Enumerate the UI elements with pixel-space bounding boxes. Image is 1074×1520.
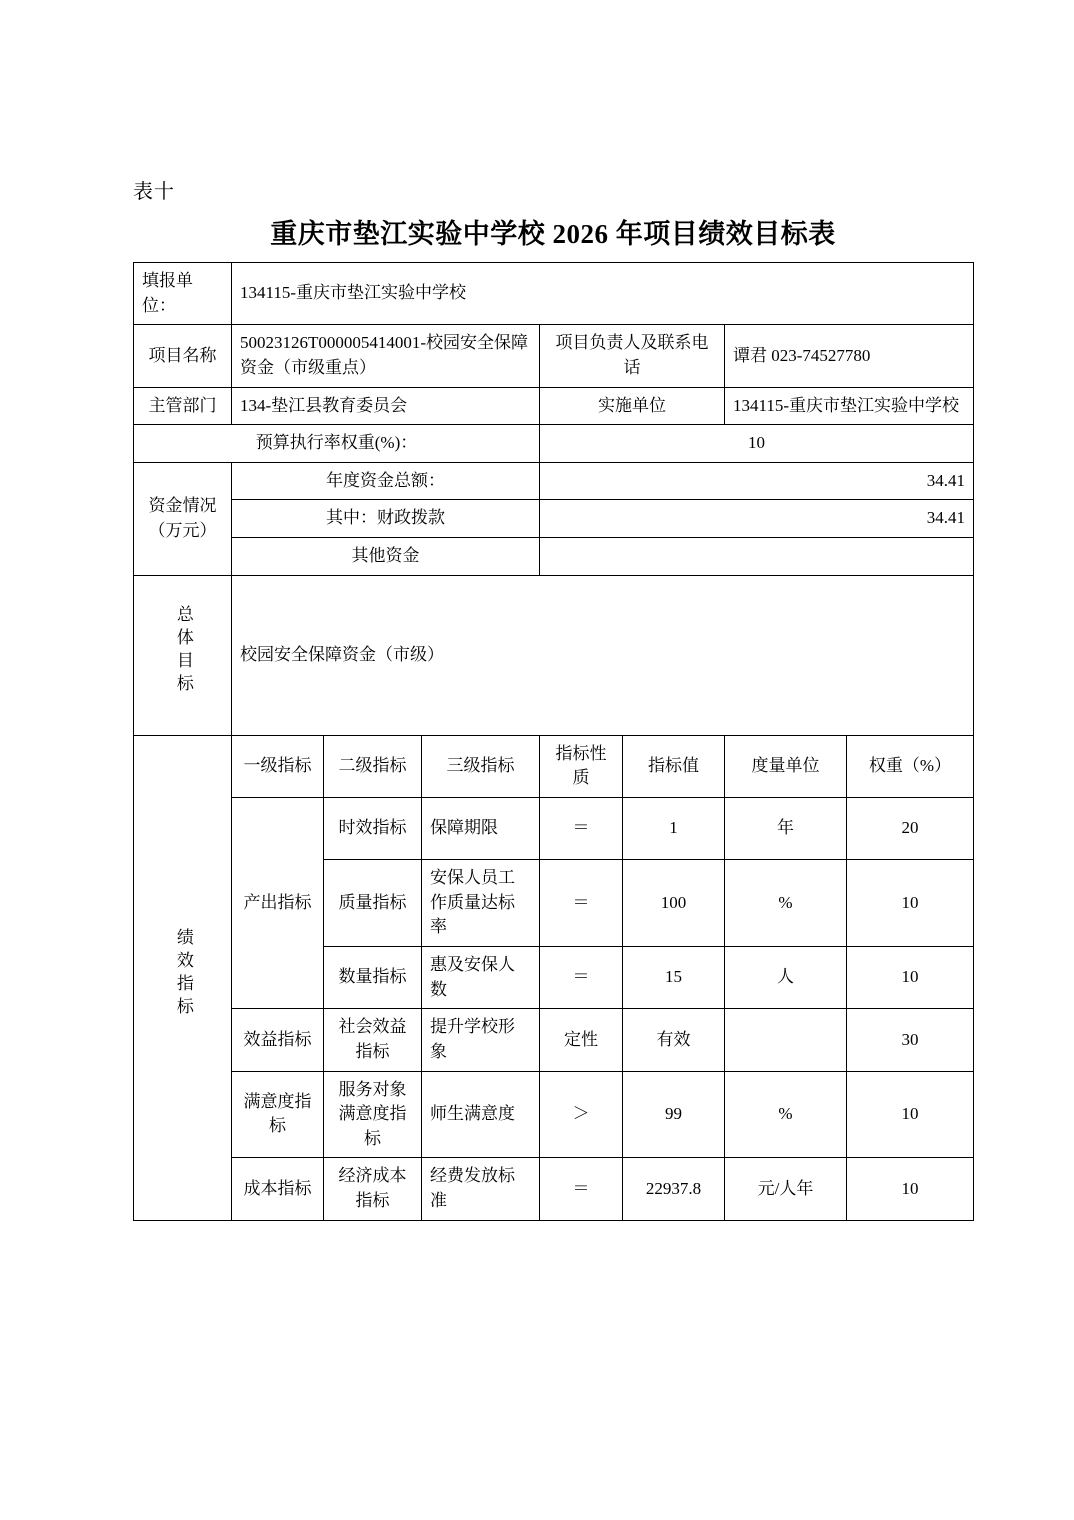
- table-row-funds-fiscal: [134, 500, 974, 538]
- indicator-level3-0: 保障期限: [422, 798, 540, 860]
- table-row-funds-other: [134, 538, 974, 576]
- funds-row-value-0: 34.41: [540, 462, 974, 500]
- overall-goal-label-text: 总体目标: [173, 605, 193, 698]
- page-title: 重庆市垫江实验中学校 2026 年项目绩效目标表: [270, 219, 836, 249]
- indicator-value-0: 1: [623, 798, 725, 860]
- indicator-nature-5: ＝: [540, 1158, 623, 1220]
- indicator-unit-4: %: [725, 1071, 847, 1158]
- indicator-level2-5: 经济成本指标: [324, 1158, 422, 1220]
- indicator-unit-5: 元/人年: [725, 1158, 847, 1220]
- column-header-nature: 指标性质: [540, 735, 623, 797]
- indicator-level3-1: 安保人员工作质量达标率: [422, 860, 540, 947]
- exec-rate-label: 预算执行率权重(%)：: [134, 425, 540, 463]
- column-header-level1: 一级指标: [232, 735, 324, 797]
- indicator-nature-4: ＞: [540, 1071, 623, 1158]
- project-owner-value: 谭君 023-74527780: [725, 325, 974, 387]
- performance-indicator-label: [134, 735, 232, 1220]
- indicator-level1-4: 满意度指标: [232, 1071, 324, 1158]
- overall-goal-value: 校园安全保障资金（市级）: [232, 575, 974, 735]
- column-header-value: 指标值: [623, 735, 725, 797]
- indicator-unit-2: 人: [725, 946, 847, 1008]
- table-row-overall-goal: [134, 575, 974, 735]
- indicator-weight-3: 30: [847, 1009, 974, 1071]
- indicator-nature-2: ＝: [540, 946, 623, 1008]
- implementation-unit-label: 实施单位: [540, 387, 725, 425]
- form-number-label: 表十: [133, 181, 175, 203]
- table-row: [134, 1071, 974, 1158]
- indicator-level3-2: 惠及安保人数: [422, 946, 540, 1008]
- indicator-weight-4: 10: [847, 1071, 974, 1158]
- performance-indicator-label-text: 绩效指标: [173, 927, 193, 1020]
- indicator-level3-3: 提升学校形象: [422, 1009, 540, 1071]
- indicator-level2-2: 数量指标: [324, 946, 422, 1008]
- column-header-unit: 度量单位: [725, 735, 847, 797]
- indicator-value-5: 22937.8: [623, 1158, 725, 1220]
- funds-label: 资金情况（万元）: [134, 462, 232, 575]
- column-header-level2: 二级指标: [324, 735, 422, 797]
- indicator-level2-1: 质量指标: [324, 860, 422, 947]
- indicator-level1-0: 产出指标: [232, 798, 324, 1009]
- indicator-nature-0: ＝: [540, 798, 623, 860]
- department-value: 134-垫江县教育委员会: [232, 387, 540, 425]
- indicator-nature-3: 定性: [540, 1009, 623, 1071]
- indicator-value-3: 有效: [623, 1009, 725, 1071]
- indicator-value-4: 99: [623, 1071, 725, 1158]
- table-row: [134, 1158, 974, 1220]
- project-owner-label: 项目负责人及联系电话: [540, 325, 725, 387]
- project-name-label: 项目名称: [134, 325, 232, 387]
- indicator-weight-5: 10: [847, 1158, 974, 1220]
- indicator-level3-4: 师生满意度: [422, 1071, 540, 1158]
- column-header-level3: 三级指标: [422, 735, 540, 797]
- exec-rate-value: 10: [540, 425, 974, 463]
- indicator-value-1: 100: [623, 860, 725, 947]
- indicator-level1-3: 效益指标: [232, 1009, 324, 1071]
- implementation-unit-value: 134115-重庆市垫江实验中学校: [725, 387, 974, 425]
- funds-row-label-0: 年度资金总额：: [232, 462, 540, 500]
- project-name-value: 50023126T000005414001-校园安全保障资金（市级重点）: [232, 325, 540, 387]
- indicator-unit-1: %: [725, 860, 847, 947]
- indicator-nature-1: ＝: [540, 860, 623, 947]
- funds-row-label-2: 其他资金: [232, 538, 540, 576]
- funds-row-value-1: 34.41: [540, 500, 974, 538]
- funds-row-value-2: [540, 538, 974, 576]
- reporting-unit-label: 填报单位：: [134, 263, 232, 325]
- indicator-level2-0: 时效指标: [324, 798, 422, 860]
- indicator-weight-0: 20: [847, 798, 974, 860]
- table-row: [134, 1009, 974, 1071]
- overall-goal-label: [134, 575, 232, 735]
- table-row-funds-total: [134, 462, 974, 500]
- reporting-unit-value: 134115-重庆市垫江实验中学校: [232, 263, 974, 325]
- department-label: 主管部门: [134, 387, 232, 425]
- indicator-value-2: 15: [623, 946, 725, 1008]
- table-row: [134, 798, 974, 860]
- indicator-level1-5: 成本指标: [232, 1158, 324, 1220]
- table-row-indicator-header: [134, 735, 974, 797]
- table-row-project-name: [134, 325, 974, 387]
- funds-row-label-1: 其中：财政拨款: [232, 500, 540, 538]
- indicator-level2-4: 服务对象满意度指标: [324, 1071, 422, 1158]
- table-row-exec-rate: [134, 425, 974, 463]
- indicator-unit-3: [725, 1009, 847, 1071]
- table-row-reporting-unit: [134, 263, 974, 325]
- table-row-department: [134, 387, 974, 425]
- indicator-weight-2: 10: [847, 946, 974, 1008]
- indicator-level3-5: 经费发放标准: [422, 1158, 540, 1220]
- indicator-weight-1: 10: [847, 860, 974, 947]
- indicator-unit-0: 年: [725, 798, 847, 860]
- indicator-level2-3: 社会效益指标: [324, 1009, 422, 1071]
- column-header-weight: 权重（%）: [847, 735, 974, 797]
- performance-goal-table: [133, 262, 974, 1221]
